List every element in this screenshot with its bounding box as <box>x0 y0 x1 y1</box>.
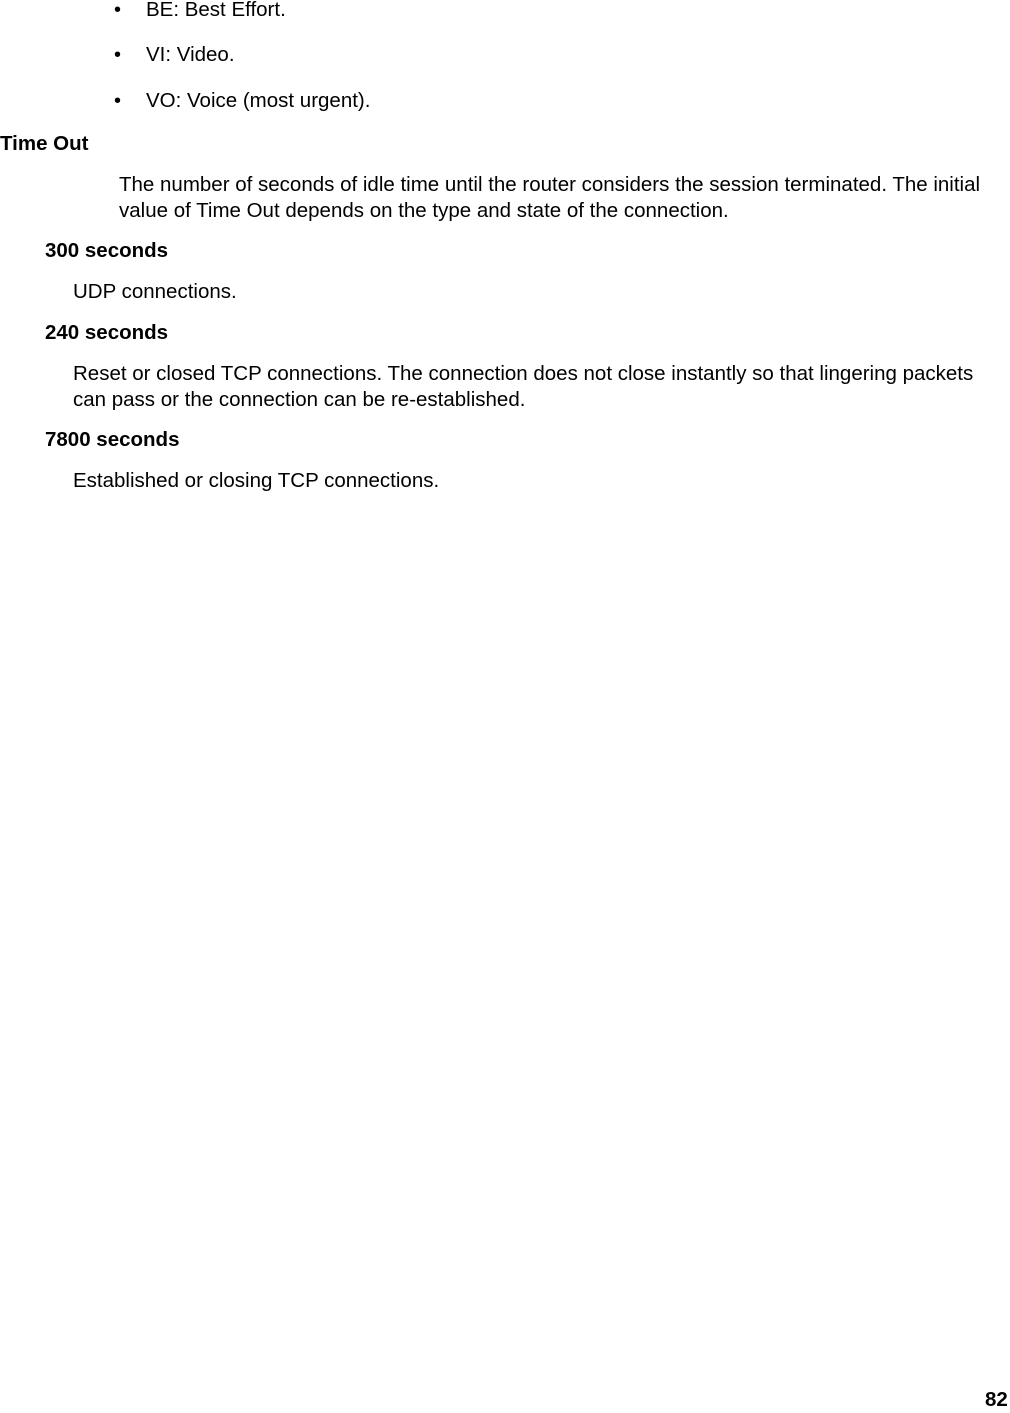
bullet-text: VI: Video. <box>146 43 235 66</box>
timeout-description: Established or closing TCP connections. <box>73 469 440 492</box>
page-number: 82 <box>985 1388 1008 1411</box>
bullet-text: BE: Best Effort. <box>146 0 286 21</box>
bullet-marker: • <box>114 44 122 66</box>
timeout-heading: 300 seconds <box>45 239 169 262</box>
timeout-description: Reset or closed TCP connections. The connection does not close instantly so that lingering packets can pass or the connection can be re-established. <box>73 362 974 411</box>
time-out-description: The number of seconds of idle time until the router considers the session terminated. The initial value of Time Out depends on the type and state of the connection. <box>119 173 981 222</box>
timeout-description: UDP connections. <box>73 280 237 303</box>
bullet-marker: • <box>114 90 122 112</box>
timeout-heading: 7800 seconds <box>45 428 180 451</box>
bullet-marker: • <box>114 0 122 21</box>
timeout-heading: 240 seconds <box>45 321 169 344</box>
bullet-text: VO: Voice (most urgent). <box>146 89 371 112</box>
time-out-heading: Time Out <box>0 132 89 155</box>
